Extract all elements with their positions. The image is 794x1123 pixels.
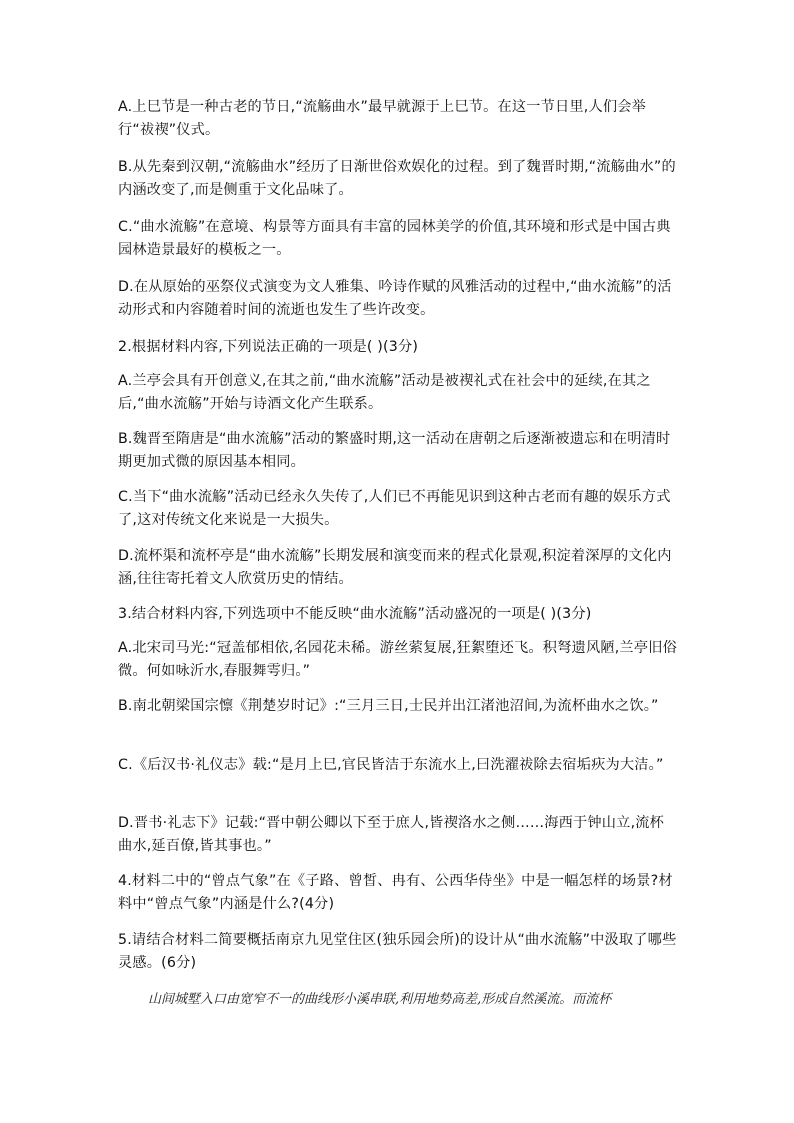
q1-option-d: D.在从原始的巫祭仪式演变为文人雅集、吟诗作赋的风雅活动的过程中,“曲水流觞”的活动形式和内容随着时间的流逝也发生了些许改变。	[118, 279, 672, 318]
q3-option-d: D.晋书·礼志下》记载:“晋中朝公卿以下至于庶人,皆禊洛水之侧……海西于钟山立,流杯曲水,延百僚,皆其事也。”	[118, 815, 665, 854]
q1-option-a: A.上巳节是一种古老的节日,“流觞曲水”最早就源于上巳节。在这一节日里,人们会举行“祓禊”仪式。	[118, 99, 647, 138]
q1-option-c: C.“曲水流觞”在意境、构景等方面具有丰富的园林美学的价值,其环境和形式是中国古典园林造景最好的模板之一。	[118, 219, 671, 258]
q3-option-a: A.北宋司马光:“冠盖郁相依,名园花未稀。游丝萦复展,狂絮堕还飞。积弩遗风陋,兰亭旧俗微。何如咏沂水,春服舞雩归。”	[118, 640, 677, 679]
q4-question: 4.材料二中的“曾点气象”在《子路、曾皙、冉有、公西华侍坐》中是一幅怎样的场景?材料中“曾点气象”内涵是什么?(4分)	[118, 873, 673, 912]
q3-stem: 3.结合材料内容,下列选项中不能反映“曲水流觞”活动盛况的一项是( )(3分)	[118, 606, 592, 622]
q2-option-c: C.当下“曲水流觞”活动已经永久失传了,人们已不再能见识到这种古老而有趣的娱乐方式了,这对传统文化来说是一大损失。	[118, 489, 671, 528]
material-continuation-text: 山间城墅入口由宽窄不一的曲线形小溪串联,利用地势高差,形成自然溪流。而流杯	[148, 992, 612, 1007]
q2-option-d: D.流杯渠和流杯亭是“曲水流觞”长期发展和演变而来的程式化景观,积淀着深厚的文化内涵,往往寄托着文人欣赏历史的情结。	[118, 548, 672, 587]
q3-option-b: B.南北朝梁国宗懔《荆楚岁时记》:“三月三日,士民并出江渚池沼间,为流杯曲水之饮。”	[118, 698, 659, 714]
q2-stem: 2.根据材料内容,下列说法正确的一项是( )(3分)	[118, 339, 419, 355]
q1-option-b: B.从先秦到汉朝,“流觞曲水”经历了日渐世俗欢娱化的过程。到了魏晋时期,“流觞曲水”的内涵改变了,而是侧重于文化品味了。	[118, 159, 676, 198]
q5-question: 5.请结合材料二简要概括南京九见堂住区(独乐园会所)的设计从“曲水流觞”中汲取了哪些灵感。(6分)	[118, 932, 677, 971]
q2-option-b: B.魏晋至隋唐是“曲水流觞”活动的繁盛时期,这一活动在唐朝之后逐渐被遗忘和在明清时期更加式微的原因基本相同。	[118, 431, 671, 470]
q3-option-c: C.《后汉书·礼仪志》载:“是月上巳,官民皆洁于东流水上,曰洗濯祓除去宿垢疢为大洁。”	[118, 757, 664, 773]
q2-option-a: A.兰亭会具有开创意义,在其之前,“曲水流觞”活动是被禊礼式在社会中的延续,在其之后,“曲水流觞”开始与诗酒文化产生联系。	[118, 373, 651, 412]
